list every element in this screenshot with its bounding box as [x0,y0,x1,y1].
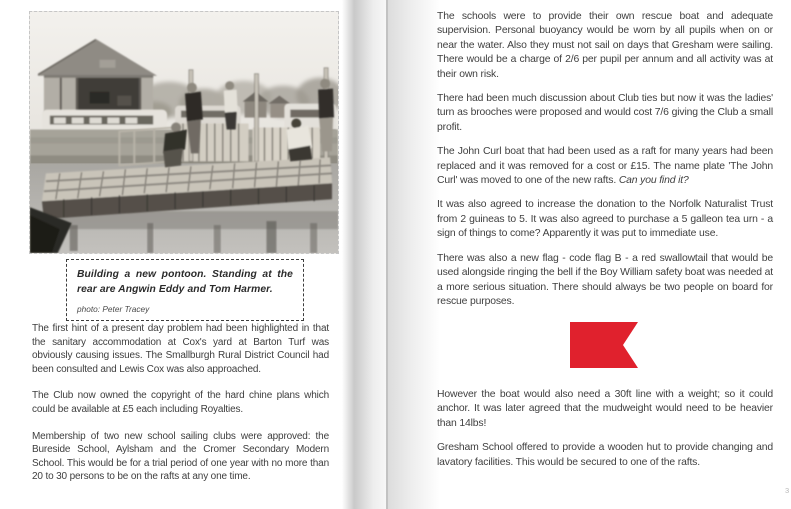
paragraph-school-sailing-clubs: Membership of two new school sailing clubs were approved: the Bureside School, Aylsham and the Cromer Secondary Modern School. This would be for a trial period of one year with no more than 20 to 30 persons to be on the rafts at any one time. [32,430,329,483]
page-number-fragment: 3 [785,486,790,495]
paragraph-sanitary-accommodation: The first hint of a present day problem had been highlighted in that the sanitary accommodation at Cox's yard at Barton Turf was obviously causing issues. The Smallburgh Rural District Council had been consulted and Lewis Cox was also approached. [32,323,329,375]
john-curl-text: The John Curl boat that had been used as a raft for many years had been replaced and it was removed for a cost or £15. The name plate 'The John Curl' was moved to one of the new rafts. [437,146,773,187]
john-curl-question: Can you find it? [618,175,689,187]
photo-caption-box [66,259,304,321]
paragraph-mudweight: However the boat would also need a 30ft line with a weight; so it could anchor. It was later agreed that the mudweight would need to be heavier than 14lbs! [437,389,773,429]
pontoon-photo [29,11,339,254]
paragraph-code-flag-b: There was also a new flag - code flag B - a red swallowtail that would be used alongside ringing the bell if the Boy William safety boat was needed at a more serious situation. There should always be two people on board for rescue purposes. [437,252,773,307]
right-page-body-top [437,10,773,319]
paragraph-schools-rescue-boat: The schools were to provide their own rescue boat and adequate supervision. Personal buoyancy would be worn by all pupils when on or near the water. Also they must not sail on days that Gresham were sailing. There would be a charge of 2/6 per pupil per annum and all activity was at their own risk. [437,11,773,80]
photo-credit: photo: Peter Tracey [77,303,150,314]
paragraph-john-curl [437,145,773,188]
pontoon-photo-illustration [30,12,338,253]
right-page-body-bottom [437,388,773,480]
paragraph-norfolk-naturalist-trust: It was also agreed to increase the donation to the Norfolk Naturalist Trust from 2 guineas to 5. It was also agreed to purchase a 5 galleon tea urn - a sign of things to come? Apparently it was put to immediate use. [437,199,773,240]
code-flag-b-shape [570,322,638,368]
left-page-body [32,322,329,497]
paragraph-gresham-hut: Gresham School offered to provide a wooden hut to provide changing and lavatory facilities. This would be secured to one of the rafts. [437,442,773,468]
code-flag-b-icon [570,322,638,368]
paragraph-club-ties-brooches: There had been much discussion about Club ties but now it was the ladies' turn as brooches were proposed and would cost 7/6 giving the Club a small profit. [437,93,773,133]
right-page-gutter-shadow [388,0,440,509]
paragraph-hard-chine-plans: The Club now owned the copyright of the hard chine plans which could be available at £5 each including Royalties. [32,390,329,415]
left-page-fold-shadow [342,0,386,509]
photo-caption-text: Building a new pontoon. Standing at the rear are Angwin Eddy and Tom Harmer. [77,269,293,296]
